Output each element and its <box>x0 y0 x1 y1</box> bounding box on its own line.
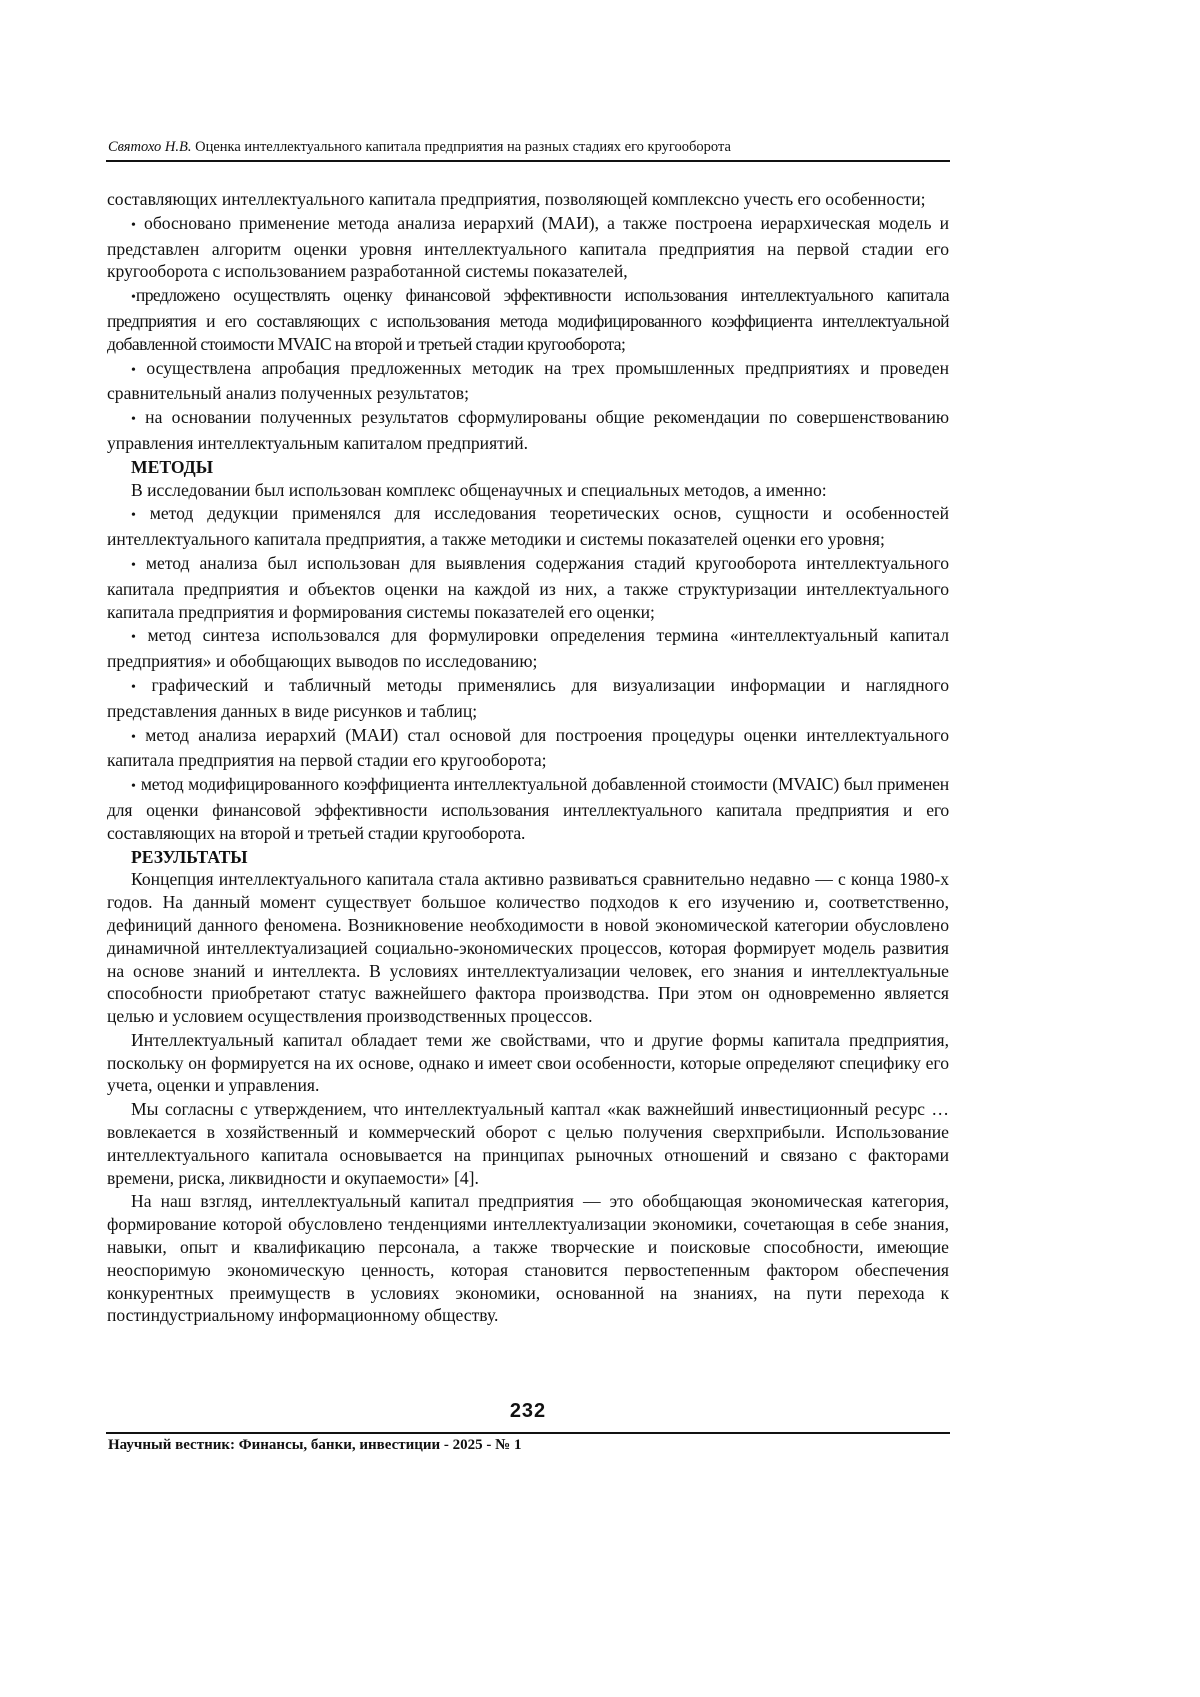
contribution-item <box>107 406 949 455</box>
method-item <box>107 624 949 673</box>
running-header <box>108 138 948 156</box>
header-article-title: Оценка интеллектуального капитала предприятия на разных стадиях его кругооборота <box>195 139 731 155</box>
contribution-text: на основании полученных результатов сформулированы общие рекомендации по совершенствованию управления интеллектуальным капиталом предприятий. <box>107 407 950 453</box>
bullet-icon: • <box>131 508 136 524</box>
method-text: метод модифицированного коэффициента интеллектуальной добавленной стоимости (MVAIC) был применен для оценки финансовой эффективности использования интеллектуального капитала предприятия и его составляющих на второй и третьей стадии кругооборота. <box>107 774 949 843</box>
bullet-icon: • <box>131 779 136 795</box>
results-paragraph: Мы согласны с утверждением, что интеллектуальный каптал «как важнейший инвестиционный ресурс … вовлекается в хозяйственный и коммерческий оборот с целью получения сверхприбыли. Использование интеллектуального капитала основывается на принципах рыночных отношений и связано с факторами времени, риска, ликвидности и окупаемости» [4]. <box>107 1099 949 1188</box>
method-item <box>107 773 949 844</box>
bullet-icon: • <box>131 729 136 745</box>
contribution-item <box>107 284 949 355</box>
method-item <box>107 724 949 773</box>
methods-intro: В исследовании был использован комплекс общенаучных и специальных методов, а именно: <box>131 479 827 500</box>
results-heading: РЕЗУЛЬТАТЫ <box>131 846 248 867</box>
results-paragraph: Концепция интеллектуального капитала стала активно развиваться сравнительно недавно — с конца 1980-х годов. На данный момент существует большое количество подходов к его изучению и, соответственно, дефиниций данного феномена. Возникновение необходимости в новой экономической категории обусловлено динамичной интеллектуализацией социально-экономических процессов, которая формирует модель развития на основе знаний и интеллекта. В условиях интеллектуализации человек, его знания и интеллектуальные способности приобретают статус важнейшего фактора производства. При этом он одновременно является целью и условием осуществления производственных процессов. <box>107 869 949 1027</box>
bullet-icon: • <box>131 679 136 695</box>
methods-heading: МЕТОДЫ <box>131 456 214 477</box>
header-author: Святохо Н.В. <box>108 139 192 155</box>
footer-rule <box>106 1432 950 1434</box>
method-text: метод анализа иерархий (МАИ) стал основой для построения процедуры оценки интеллектуального капитала предприятия на первой стадии его кругооборота; <box>107 724 949 771</box>
contribution-text: предложено осуществлять оценку финансовой эффективности использования интеллектуального капитала предприятия и его составляющих с использования метода модифицированного коэффициента интеллектуальной добавленной стоимости MVAIC на второй и третьей стадии кругооборота; <box>107 285 949 354</box>
article-body <box>107 188 949 1328</box>
results-paragraph: Интеллектуальный капитал обладает теми же свойствами, что и другие формы капитала предприятия, поскольку он формируется на их основе, однако и имеет свои особенности, которые определяют специфику его учета, оценки и управления. <box>107 1029 949 1096</box>
method-item <box>107 552 949 623</box>
page-number: 232 <box>509 1400 547 1422</box>
method-item <box>107 674 949 723</box>
bullet-icon: • <box>131 630 136 646</box>
contribution-text: осуществлена апробация предложенных методик на трех промышленных предприятиях и проведен сравнительный анализ полученных результатов; <box>107 357 950 404</box>
bullet-icon: • <box>131 290 136 306</box>
results-paragraph: На наш взгляд, интеллектуальный капитал предприятия — это обобщающая экономическая категория, формирование которой обусловлено тенденциями интеллектуализации экономики, сочетающая в себе знания, навыки, опыт и квалификацию персонала, а также творческие и поисковые способности, имеющие неоспоримую экономическую ценность, которая становится первостепенным фактором обеспечения конкурентных преимуществ в условиях экономики, основанной на знаниях, на пути перехода к постиндустриальному информационному обществу. <box>107 1191 949 1326</box>
method-item <box>107 502 949 551</box>
method-text: метод анализа был использован для выявления содержания стадий кругооборота интеллектуального капитала предприятия и объектов оценки на каждой из них, а также структуризации интеллектуального капитала предприятия и формирования системы показателей его оценки; <box>107 552 949 622</box>
contribution-item <box>107 357 949 406</box>
method-text: графический и табличный методы применялись для визуализации информации и наглядного представления данных в виде рисунков и таблиц; <box>107 674 949 721</box>
contribution-text: обосновано применение метода анализа иерархий (МАИ), а также построена иерархическая модель и представлен алгоритм оценки уровня интеллектуального капитала предприятия на первой стадии его кругооборота с использованием разработанной системы показателей, <box>107 212 949 282</box>
journal-footer: Научный вестник: Финансы, банки, инвестиции - 2025 - № 1 <box>108 1437 522 1453</box>
contribution-item <box>107 212 949 283</box>
header-rule <box>106 160 950 162</box>
method-text: метод синтеза использовался для формулировки определения термина «интеллектуальный капитал предприятия» и обобщающих выводов по исследованию; <box>107 625 949 672</box>
intro-continuation: составляющих интеллектуального капитала предприятия, позволяющей комплексно учесть его особенности; <box>107 189 926 209</box>
bullet-icon: • <box>131 362 136 378</box>
bullet-icon: • <box>131 217 136 233</box>
bullet-icon: • <box>131 412 136 428</box>
bullet-icon: • <box>131 557 136 573</box>
method-text: метод дедукции применялся для исследования теоретических основ, сущности и особенностей интеллектуального капитала предприятия, а также методики и системы показателей оценки его уровня; <box>107 503 950 550</box>
